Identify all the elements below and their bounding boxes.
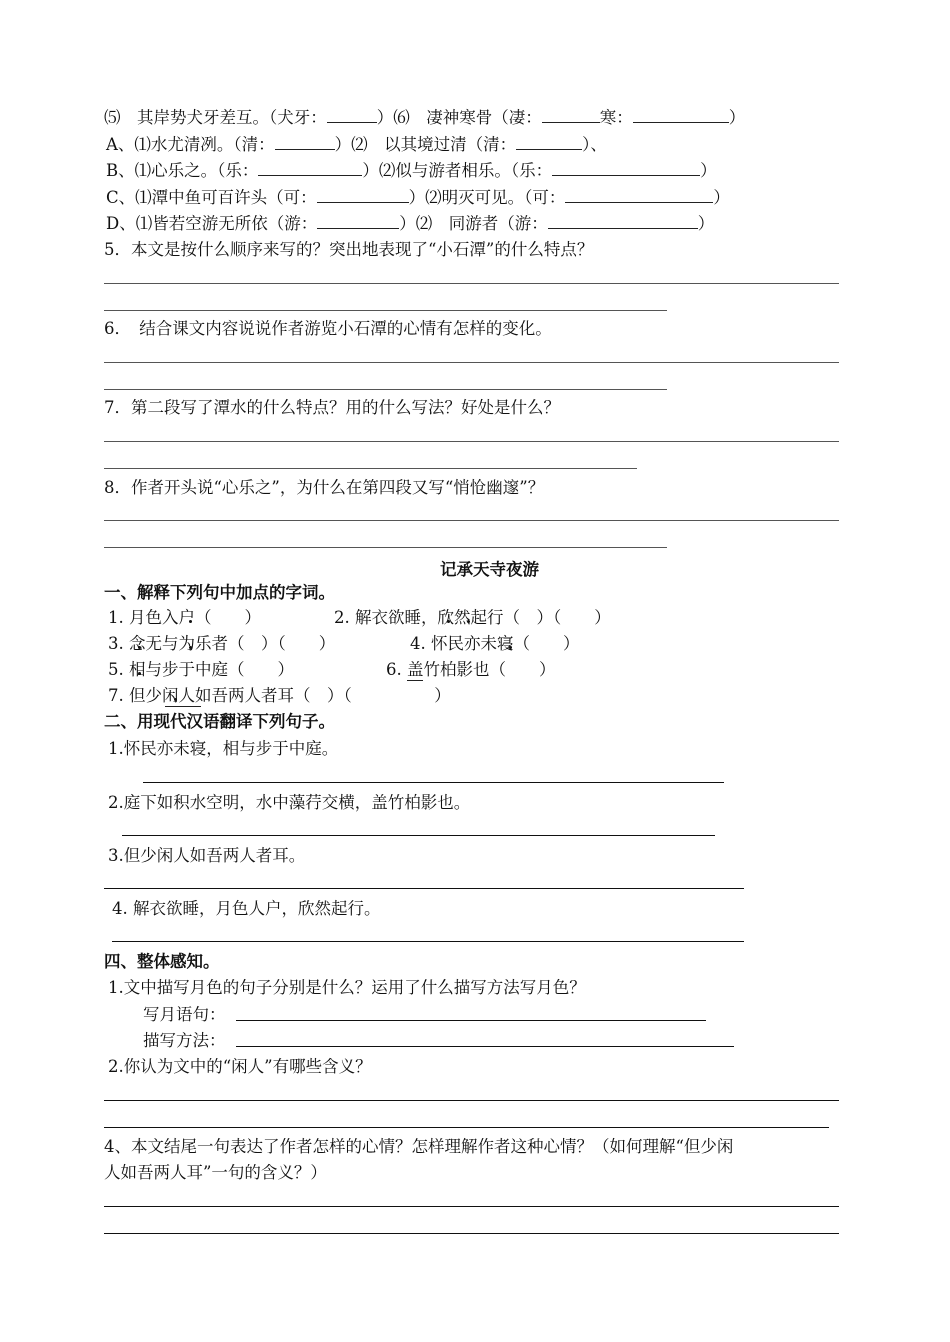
answer-line[interactable] [104,468,637,469]
answer-line[interactable] [236,1020,706,1021]
blank[interactable] [317,212,399,229]
answer-line[interactable] [104,547,667,548]
translate-1: 1.怀民亦未寝，相与步于中庭。 [108,739,339,758]
blank[interactable] [552,159,700,176]
blank[interactable] [317,186,409,203]
answer-line[interactable] [104,1100,839,1101]
item-b: B、⑴心乐之。（乐： ）⑵似与游者相乐。（乐： ） [106,161,717,180]
overall-q4-line1: 4、本文结尾一句表达了作者怎样的心情？怎样理解作者这种心情？（如何理解“但少闲 [104,1137,734,1156]
blank[interactable] [565,186,713,203]
blank[interactable] [327,106,377,123]
answer-line[interactable] [104,389,667,390]
translate-2: 2.庭下如积水空明，水中藻荇交横，盖竹柏影也。 [108,793,471,812]
blank[interactable] [258,159,362,176]
moon-sentence-label: 写月语句： [143,1005,226,1024]
translate-4: 4. 解衣欲睡，月色人户，欣然起行。 [112,899,381,918]
overall-q4-line2: 人如吾两人耳”一句的含义？） [104,1163,327,1182]
vocab-row-1: 1. 月色入户（ ） [108,608,261,627]
vocab-row-3: 5. 相与步于中庭（ ） [108,660,294,679]
blank[interactable] [542,106,600,123]
question-5: 5．本文是按什么顺序来写的？突出地表现了“小石潭”的什么特点？ [104,240,594,259]
answer-line[interactable] [104,310,667,311]
emphasis-underline [165,706,201,707]
blank[interactable] [516,133,582,150]
method-label: 描写方法： [143,1031,226,1050]
answer-line[interactable] [104,1233,839,1234]
item-5-6: ⑸ 其岸势犬牙差互。（犬牙： ）⑹ 凄神寒骨（凄： 寒： ） [104,108,746,127]
vocab-row-4: 7. 但少闲人如吾两人者耳（ ）（ ） [108,686,451,705]
item-d: D、⑴皆若空游无所依（游： ）⑵ 同游者（游： ） [106,214,715,233]
answer-line[interactable] [112,941,744,942]
answer-line[interactable] [122,835,715,836]
heading-2: 二、用现代汉语翻译下列句子。 [104,712,335,731]
answer-line[interactable] [104,520,839,521]
item-c: C、⑴潭中鱼可百许头（可： ）⑵明灭可见。（可： ） [106,188,730,207]
question-8: 8．作者开头说“心乐之”，为什么在第四段又写“悄怆幽邃”？ [104,478,545,497]
answer-line[interactable] [104,362,839,363]
vocab-row-3b: 6. 盖竹柏影也（ ） [386,660,556,679]
answer-line[interactable] [104,1206,839,1207]
emphasis-underline [407,680,423,681]
vocab-row-1b: 2. 解衣欲睡，欣然起行（ ）（ ） [334,608,611,627]
heading-4: 四、整体感知。 [104,952,220,971]
vocab-row-2: 3. 念无与为乐者（ ）（ ） [108,634,336,653]
overall-q1: 1.文中描写月色的句子分别是什么？运用了什么描写方法写月色？ [108,978,586,997]
answer-line[interactable] [104,441,839,442]
heading-1: 一、解释下列句中加点的字词。 [104,583,335,602]
blank[interactable] [633,106,729,123]
blank[interactable] [275,133,335,150]
section-title: 记承天寺夜游 [440,560,539,579]
answer-line[interactable] [236,1046,734,1047]
question-6: 6． 结合课文内容说说作者游览小石潭的心情有怎样的变化。 [104,319,552,338]
answer-line[interactable] [104,1127,829,1128]
vocab-row-2b: 4. 怀民亦未寝（ ） [410,634,580,653]
question-7: 7．第二段写了潭水的什么特点？用的什么写法？好处是什么？ [104,398,560,417]
overall-q2: 2.你认为文中的“闲人”有哪些含义？ [108,1057,372,1076]
answer-line[interactable] [104,888,744,889]
item-a: A、⑴水尤清冽。（清： ）⑵ 以其境过清（清： ）、 [106,135,607,154]
answer-line[interactable] [104,283,839,284]
answer-line[interactable] [143,782,724,783]
blank[interactable] [548,212,698,229]
translate-3: 3.但少闲人如吾两人者耳。 [108,846,306,865]
